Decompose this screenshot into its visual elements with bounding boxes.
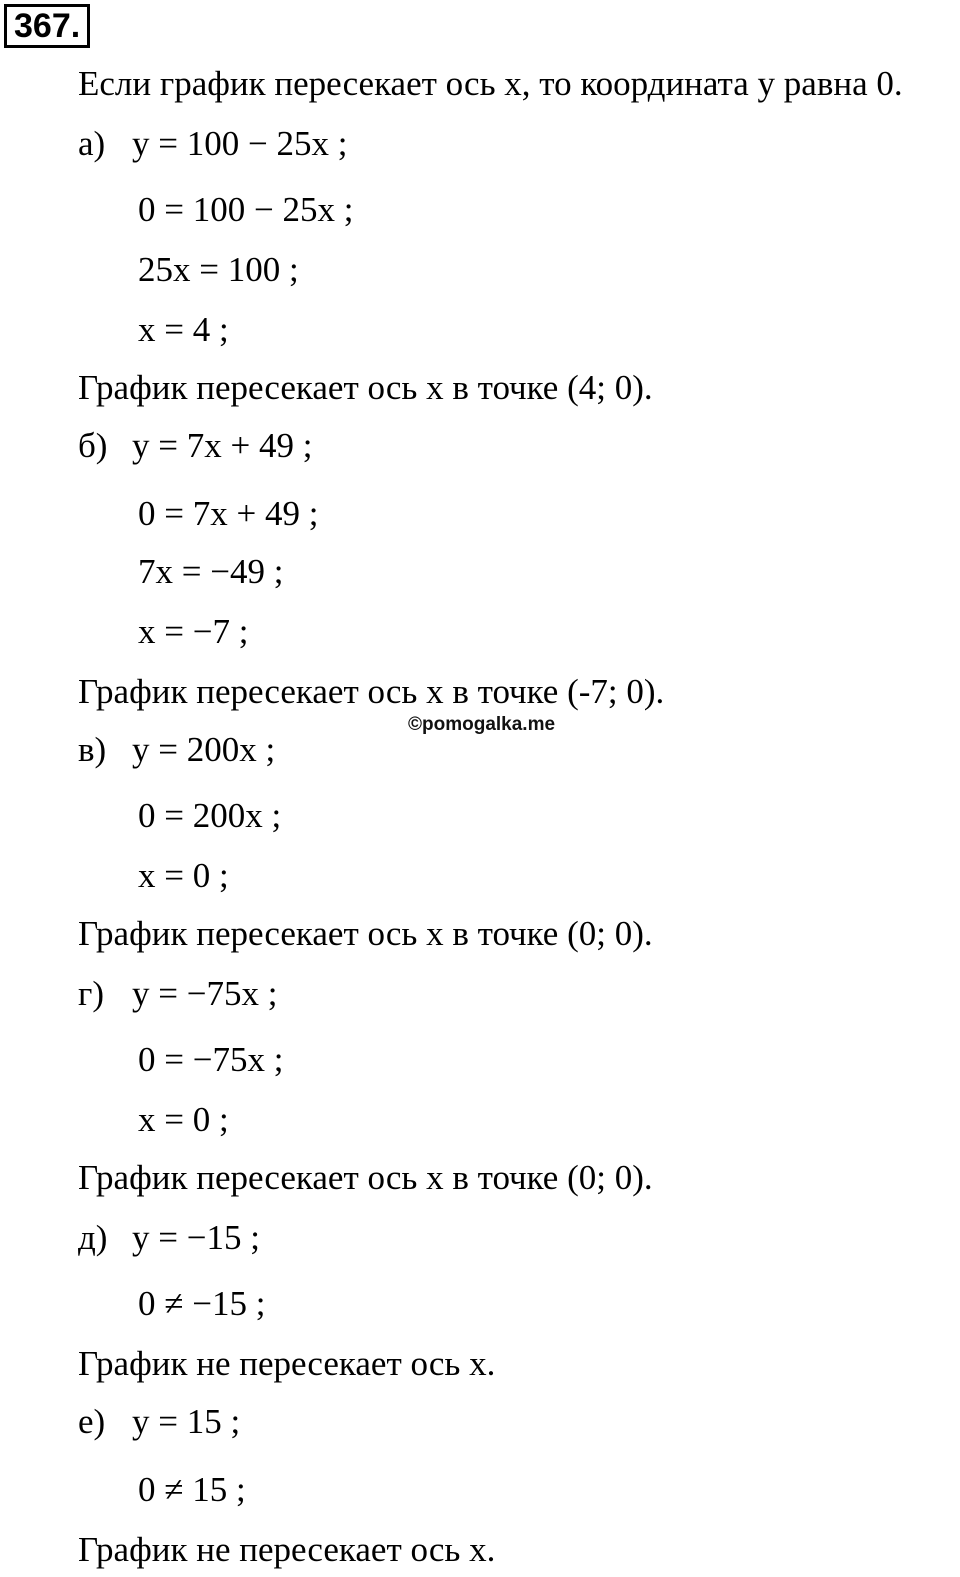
part-a-step-2: 25x = 100 ; (138, 250, 299, 289)
part-b-conclusion: График пересекает ось x в точке (-7; 0). (78, 672, 665, 711)
part-d-conclusion: График пересекает ось x в точке (0; 0). (78, 1158, 653, 1197)
part-f-equation: y = 15 ; (132, 1402, 241, 1441)
part-a-step-3: x = 4 ; (138, 310, 229, 349)
part-e-conclusion: График не пересекает ось x. (78, 1344, 496, 1383)
part-a-conclusion: График пересекает ось x в точке (4; 0). (78, 368, 653, 407)
part-f-step-1: 0 ≠ 15 ; (138, 1470, 246, 1509)
part-d-step-1: 0 = −75x ; (138, 1040, 284, 1079)
part-f-conclusion: График не пересекает ось x. (78, 1530, 496, 1569)
part-b-step-2: 7x = −49 ; (138, 552, 284, 591)
problem-number: 367. (4, 4, 90, 48)
part-b-step-3: x = −7 ; (138, 612, 249, 651)
part-b-label: б) (78, 426, 108, 465)
part-a-equation: y = 100 − 25x ; (132, 124, 348, 163)
part-d-equation: y = −75x ; (132, 974, 278, 1013)
part-e-step-1: 0 ≠ −15 ; (138, 1284, 266, 1323)
part-f-label: е) (78, 1402, 106, 1441)
part-d-label: г) (78, 974, 105, 1013)
part-e-label: д) (78, 1218, 108, 1257)
part-e-equation: y = −15 ; (132, 1218, 260, 1257)
part-b-step-1: 0 = 7x + 49 ; (138, 494, 319, 533)
watermark: ©pomogalka.me (408, 714, 556, 735)
part-c-equation: y = 200x ; (132, 730, 276, 769)
part-a-label: а) (78, 124, 106, 163)
part-c-conclusion: График пересекает ось x в точке (0; 0). (78, 914, 653, 953)
part-c-step-1: 0 = 200x ; (138, 796, 282, 835)
part-a-step-1: 0 = 100 − 25x ; (138, 190, 354, 229)
part-c-step-2: x = 0 ; (138, 856, 229, 895)
part-c-label: в) (78, 730, 107, 769)
intro-text: Если график пересекает ось x, то координата y равна 0. (78, 64, 903, 103)
part-b-equation: y = 7x + 49 ; (132, 426, 313, 465)
part-d-step-2: x = 0 ; (138, 1100, 229, 1139)
